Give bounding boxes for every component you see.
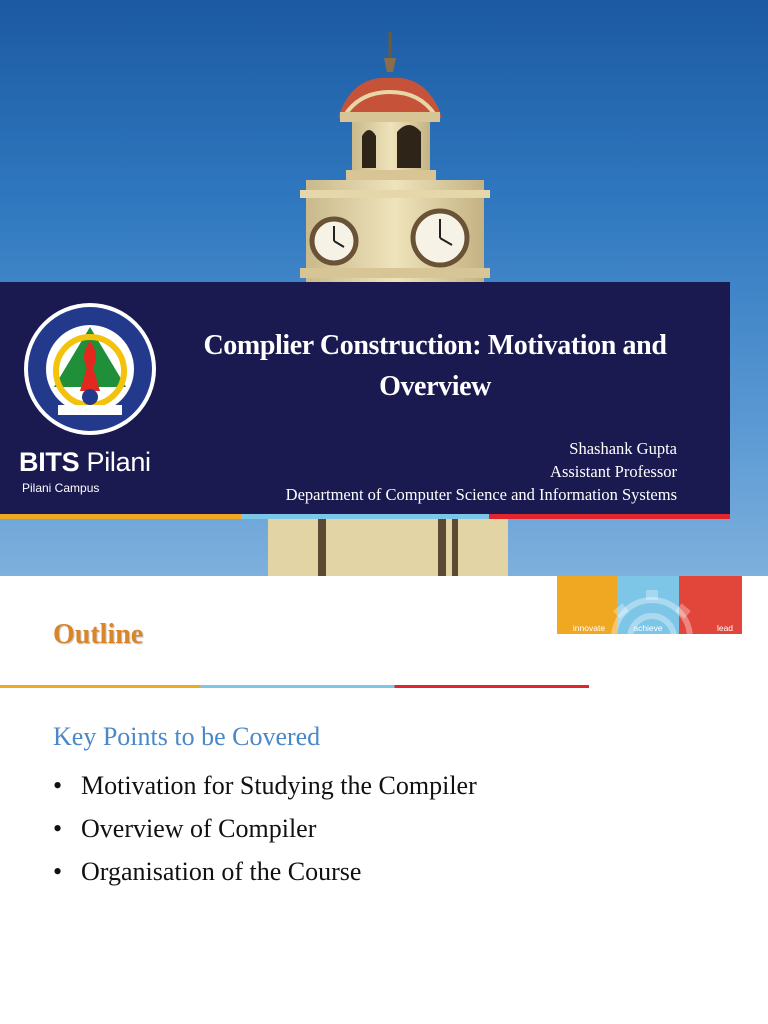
bits-seal-logo <box>22 301 158 437</box>
badge-lead: lead <box>716 623 734 633</box>
tricolor-rule <box>0 685 589 688</box>
badge-innovate: innovate <box>572 623 606 633</box>
deck-title: Complier Construction: Motivation and Overview <box>203 330 667 402</box>
bullet-text: Overview of Compiler <box>81 814 317 843</box>
bullet-text: Organisation of the Course <box>81 857 362 886</box>
outline-slide <box>0 576 768 1024</box>
innovate-achieve-lead-badge <box>557 576 742 634</box>
brand-regular: Pilani <box>86 447 151 477</box>
subheading: Key Points to be Covered <box>53 722 321 751</box>
brand-bold: BITS <box>19 447 80 477</box>
bullet-item <box>53 850 477 893</box>
tricolor-stripe <box>0 514 730 519</box>
author-block <box>286 437 677 506</box>
brand-wordmark <box>19 449 151 476</box>
bullet-item <box>53 807 477 850</box>
badge-achieve: achieve <box>633 623 663 633</box>
author-department: Department of Computer Science and Information Systems <box>285 485 677 504</box>
bullet-text: Motivation for Studying the Compiler <box>81 771 477 800</box>
author-role: Assistant Professor <box>550 462 677 481</box>
bullet-dot: • <box>53 857 63 886</box>
bullet-item <box>53 764 477 807</box>
author-name: Shashank Gupta <box>569 439 677 458</box>
bullet-dot: • <box>53 814 63 843</box>
bullet-dot: • <box>53 771 63 800</box>
brand-campus: Pilani Campus <box>22 481 100 495</box>
section-title: Outline <box>53 619 144 650</box>
bullet-list <box>53 764 477 893</box>
